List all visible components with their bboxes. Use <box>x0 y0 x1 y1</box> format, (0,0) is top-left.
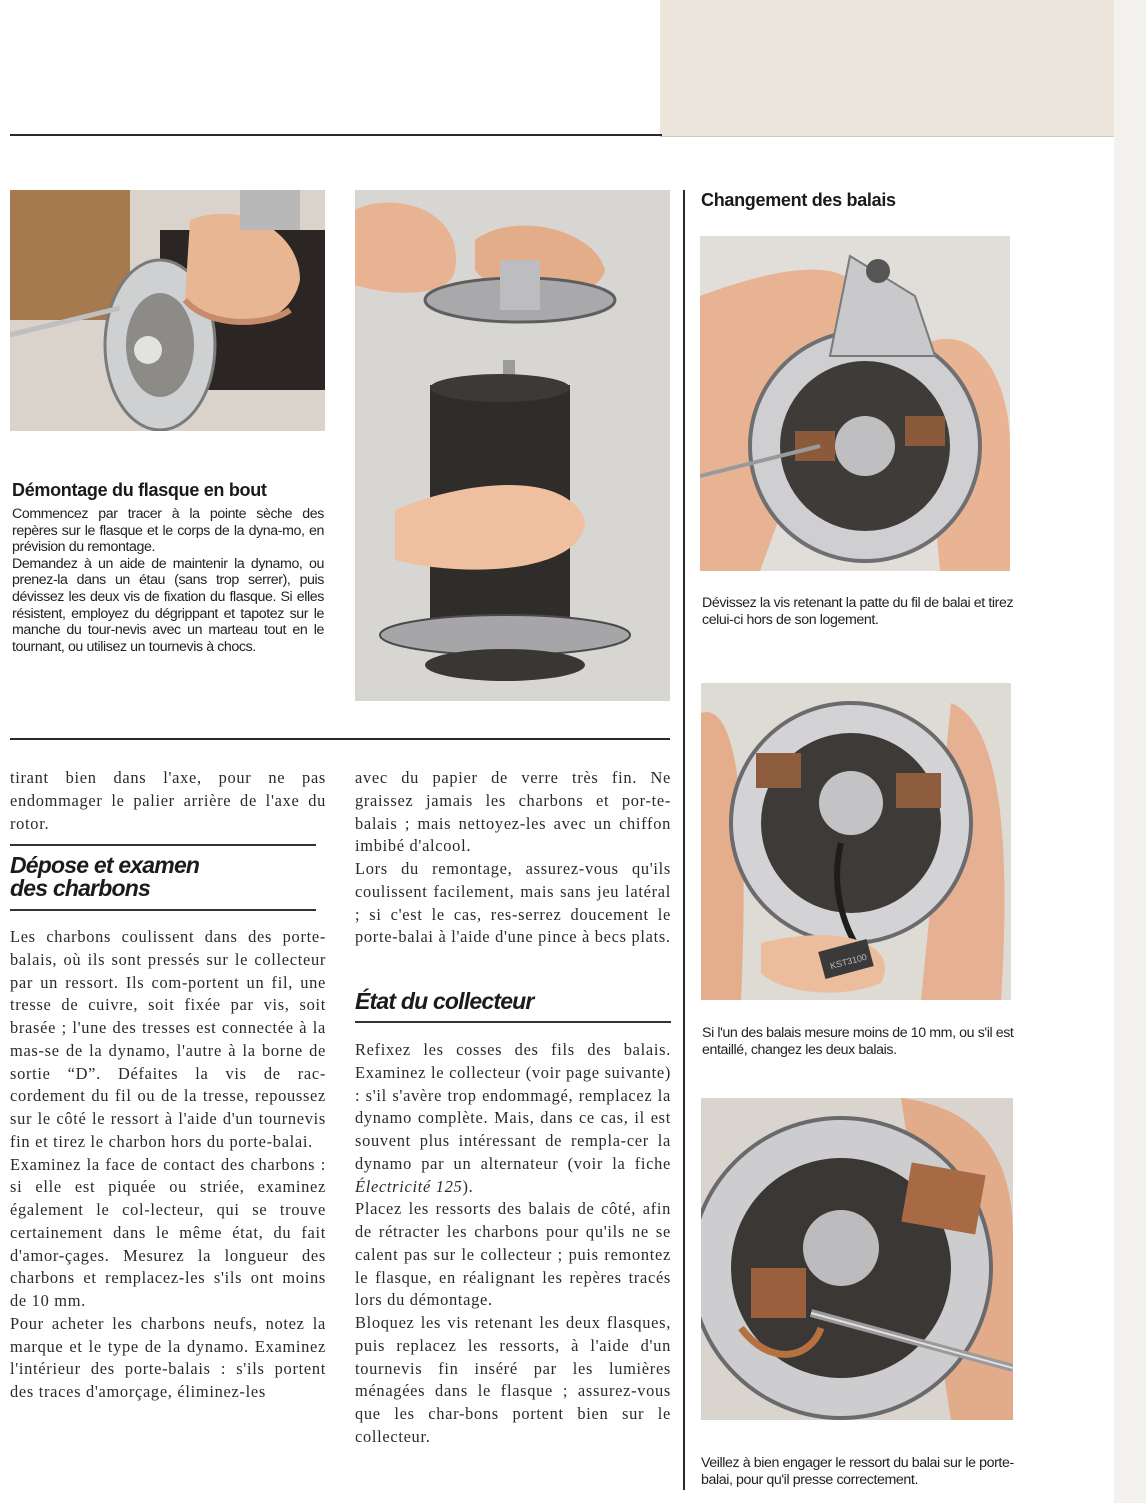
left-heading-line2: des charbons <box>10 875 150 901</box>
photo1-caption-p1: Commencez par tracer à la pointe sèche des repères sur le flasque et le corps de la dyna-mo, en prévision du remontage. <box>12 506 324 556</box>
photo1-caption <box>12 506 324 655</box>
photo-engage-spring <box>701 1098 1013 1420</box>
page-edge-right <box>1114 0 1146 1503</box>
right-body-p3-ref: Électricité 125 <box>355 1176 463 1196</box>
left-body-p2: Examinez la face de contact des charbons : si elle est piquée ou striée, examinez également le col-lecteur, qui se trouve certainement dans le même état, du fait d'amor-çages. Mesurez la longueur des charbons et remplacez-les s'ils ont moins de 10 mm. <box>10 1154 326 1310</box>
page-edge-tab <box>660 0 1114 137</box>
right-heading: État du collecteur <box>355 988 534 1014</box>
left-heading-rule-bottom <box>10 909 316 911</box>
right-heading-rule <box>355 1021 671 1023</box>
sidebar-title: Changement des balais <box>701 190 896 210</box>
left-heading-rule-top <box>10 844 316 846</box>
right-body-bottom <box>355 1039 671 1449</box>
right-body-p1: avec du papier de verre très fin. Ne graissez jamais les charbons et por-te-balais ; mais nettoyez-les avec un chiffon imbibé d'alcool. <box>355 768 671 856</box>
mid-rule <box>10 738 670 740</box>
right-body-p3-before: Refixez les cosses des fils des balais. Examinez le collecteur (voir page suivante) : s'il s'avère trop endommagé, remplacez la dynamo complète. Mais, dans ce cas, il est souvent plus intéressant de rempla-cer la dynamo par un alternateur (voir la fiche <box>355 1040 671 1173</box>
right-body-p2: Lors du remontage, assurez-vous qu'ils coulissent facilement, mais sans jeu latéral ; si c'est le cas, res-serrez doucement le porte-balai à l'aide d'une pince à becs plats. <box>355 859 671 947</box>
photo-dynamo-end-flange <box>10 190 325 431</box>
sidebar-caption-3: Veillez à bien engager le ressort du balai sur le porte-balai, pour qu'il presse correctement. <box>701 1455 1014 1488</box>
right-body-p5: Bloquez les vis retenant les deux flasques, puis replacez les ressorts, à l'aide d'un tournevis fin inséré par les lumières ménagées dans le flasque ; assurez-vous que les char-bons portent bien sur le collecteur. <box>355 1313 671 1446</box>
sidebar-caption-1: Dévissez la vis retenant la patte du fil de balai et tirez celui-ci hors de son logement. <box>702 595 1014 628</box>
photo-flange-removal <box>355 190 670 701</box>
photo-measure-brush <box>701 683 1011 1000</box>
top-rule <box>10 134 662 136</box>
right-body-p3 <box>355 1039 671 1198</box>
photo1-title: Démontage du flasque en bout <box>12 480 267 500</box>
photo1-caption-p2: Demandez à un aide de maintenir la dynamo, ou prenez-la dans un étau (sans trop serrer), puis dévissez les deux vis de fixation du flasque. Si elles résistent, employez du dégrippant et tapotez sur le manche du tour-nevis avec un marteau tout en le tournant, ou utilisez un tournevis à chocs. <box>12 555 324 655</box>
brush-stamp-text: KST3100 <box>829 951 868 972</box>
left-heading <box>10 854 320 900</box>
right-body-p4: Placez les ressorts des balais de côté, afin de rétracter les charbons pour qu'ils ne se calent pas sur le collecteur ; puis remontez le flasque, en réalignant les repères tracés lors du démontage. <box>355 1199 671 1310</box>
sidebar-caption-2: Si l'un des balais mesure moins de 10 mm, ou s'il est entaillé, changez les deux balais. <box>702 1025 1014 1058</box>
left-heading-line1: Dépose et examen <box>10 852 200 878</box>
left-body-p1: Les charbons coulissent dans des porte-balais, où ils sont pressés sur le collecteur par un ressort. Ils com-portent un fil, une tresse de cuivre, soit fixée par vis, soit brasée ; l'une des tresses est connectée à la mas-se de la dynamo, l'autre à la borne de sortie “D”. Défaites la vis de rac-cordement du fil ou de la tresse, repoussez sur le côté le ressort à l'aide d'un tournevis fin et tirez le charbon hors du porte-balai. <box>10 927 326 1151</box>
left-intro-text: tirant bien dans l'axe, pour ne pas endommager le palier arrière de l'axe du rotor. <box>10 768 326 833</box>
right-body-top <box>355 767 671 949</box>
photo-unscrew-brush-lead <box>700 236 1010 571</box>
left-body <box>10 926 326 1404</box>
sidebar-divider <box>683 190 685 1490</box>
left-body-p3: Pour acheter les charbons neufs, notez la marque et le type de la dynamo. Examinez l'intérieur des porte-balais : s'ils portent des traces d'amorçage, éliminez-les <box>10 1313 326 1401</box>
right-body-p3-after: ). <box>462 1176 474 1196</box>
